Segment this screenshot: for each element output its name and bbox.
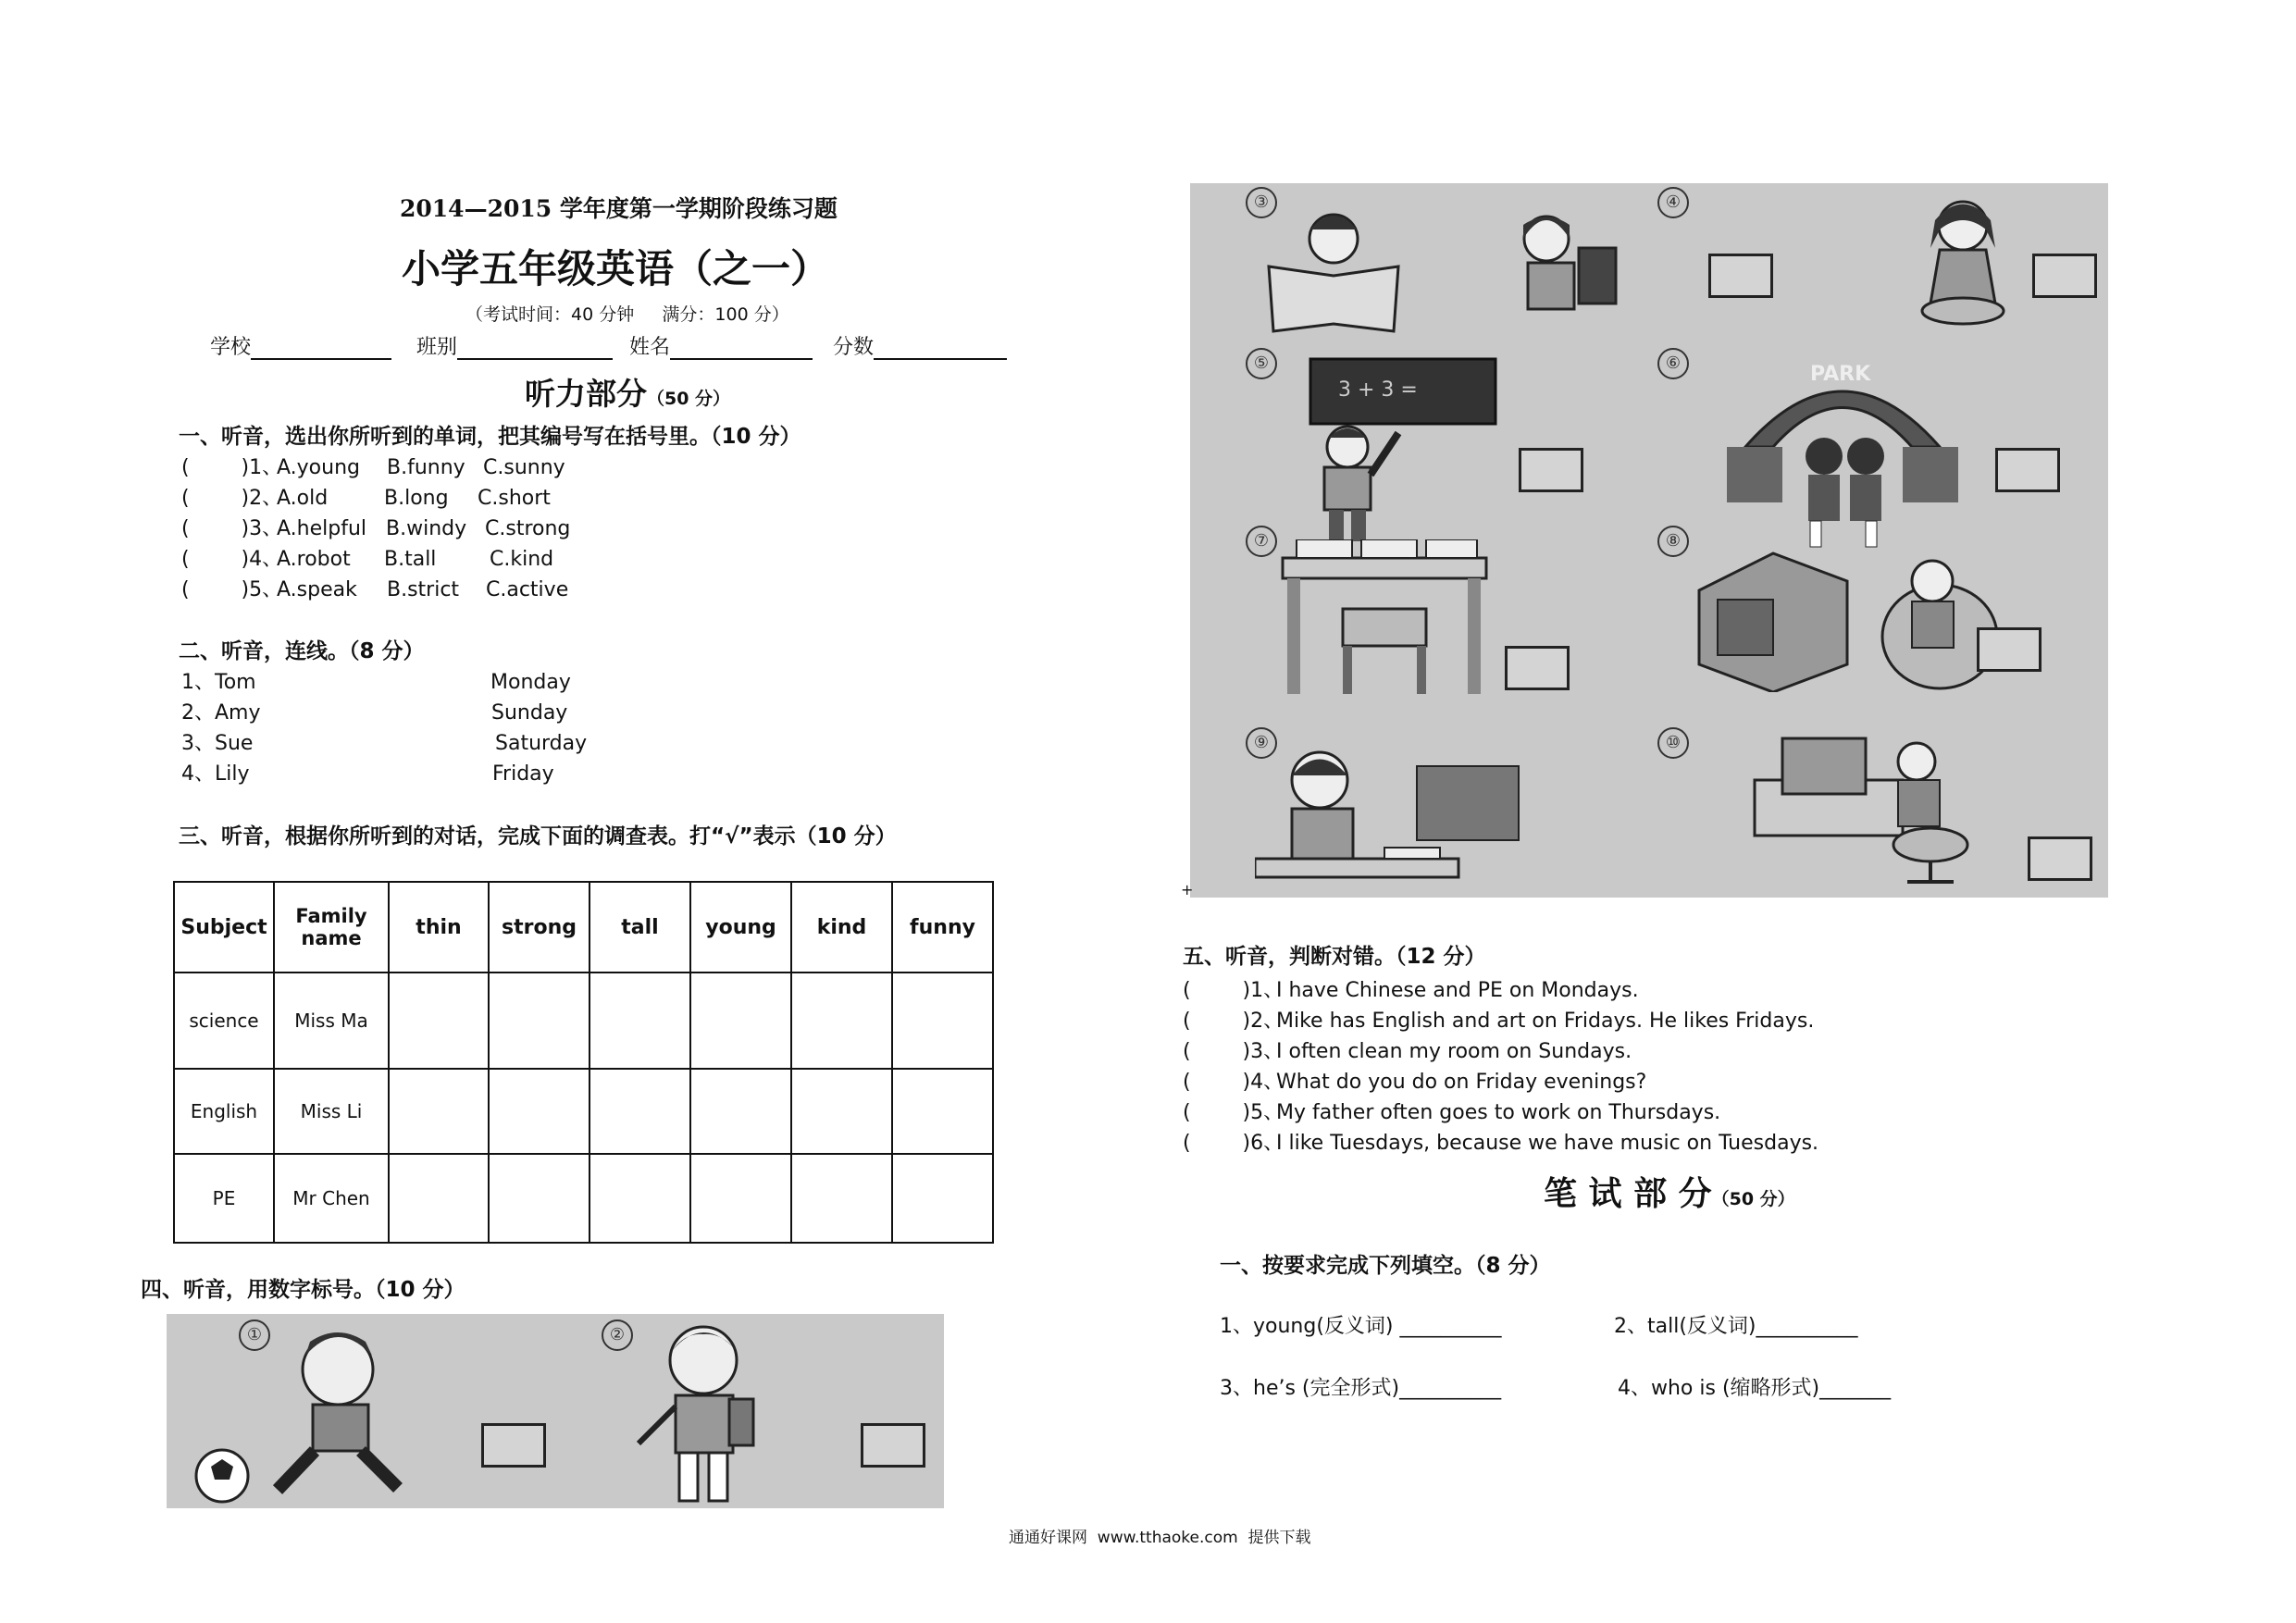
girl-reading-icon [1505,202,1634,322]
check-cell[interactable] [791,973,892,1069]
section3-title: 三、听音，根据你所听到的对话，完成下面的调查表。打“√”表示（10 分） [179,824,897,849]
match-right-item: Saturday [495,732,588,755]
listening-heading [525,370,730,414]
table-header: funny [892,882,993,973]
list-item: ( )2、 A.old B.long C.short [181,487,551,510]
boy-football-icon [176,1314,565,1508]
listening-score: （50 分） [647,389,731,409]
picture-number: ⑨ [1246,727,1277,759]
girl-washing-icon [1893,192,2032,331]
table-header: strong [489,882,590,973]
check-cell[interactable] [690,973,791,1069]
check-cell[interactable] [892,1154,993,1243]
boy-homework-icon [1255,738,1533,896]
table-cell: Miss Li [274,1069,389,1154]
list-item: ( )4、 What do you do on Friday evenings? [1183,1071,1647,1094]
answer-box[interactable] [481,1423,546,1468]
check-cell[interactable] [489,973,590,1069]
table-header: thin [389,882,489,973]
score-label: 分数 [833,336,875,359]
year-title: 2014—2015 学年度第一学期阶段练习题 [400,195,838,222]
match-right-item: Sunday [491,701,568,725]
picture-number: ③ [1246,187,1277,218]
match-left-item: 3、Sue [181,732,254,755]
picture-number: ⑦ [1246,526,1277,557]
park-sign: PARK [1810,363,1871,386]
boy-reading-icon [1264,202,1403,341]
check-cell[interactable] [389,1154,489,1243]
name-label: 姓名 [629,336,671,359]
check-cell[interactable] [590,1154,690,1243]
check-cell[interactable] [590,973,690,1069]
picture-number: ⑥ [1657,348,1689,379]
exam-info: （考试时间：40 分钟 满分：100 分） [465,304,789,325]
main-title: 小学五年级英语（之一） [402,246,830,291]
fill-item-4[interactable]: 4、who is (缩略形式)_______ [1618,1377,1892,1400]
check-cell[interactable] [389,1069,489,1154]
answer-box[interactable] [861,1423,925,1468]
check-cell[interactable] [791,1154,892,1243]
table-cell: Miss Ma [274,973,389,1069]
answer-box[interactable] [2032,254,2097,298]
picture-grid [1190,183,2108,898]
fill-item-3[interactable]: 3、he’s (完全形式)__________ [1220,1377,1502,1400]
desk-books-icon [1278,539,1491,697]
table-cell: science [174,973,274,1069]
match-right-item: Monday [490,671,571,694]
table-header-row [174,882,993,973]
survey-table [173,881,994,1244]
match-left-item: 2、Amy [181,701,261,725]
table-header: tall [590,882,690,973]
board-text: 3 + 3 = [1338,378,1418,402]
class-label: 班别 [416,336,458,359]
check-cell[interactable] [489,1069,590,1154]
answer-box[interactable] [1995,448,2060,492]
picture-number: ④ [1657,187,1689,218]
list-item: ( )4、 A.robot B.tall C.kind [181,548,554,571]
section2-title: 二、听音，连线。（8 分） [179,639,425,663]
listening-title: 听力部分 [525,376,647,412]
table-header: kind [791,882,892,973]
footer-credit: 通通好课网 www.tthaoke.com 提供下载 [1009,1529,1311,1547]
list-item: ( )3、 I often clean my room on Sundays. [1183,1040,1632,1063]
picture-number: ② [602,1319,633,1351]
answer-box[interactable] [1708,254,1773,298]
check-cell[interactable] [690,1154,791,1243]
section5-title: 五、听音，判断对错。（12 分） [1183,945,1486,969]
tv-watching-icon [1690,535,2004,692]
writing-heading [1544,1168,1795,1215]
answer-box[interactable] [1505,646,1570,690]
list-item: ( )1、 A.young B.funny C.sunny [181,456,565,479]
table-cell: Mr Chen [274,1154,389,1243]
school-field[interactable] [210,331,391,360]
school-label: 学校 [210,336,252,359]
park-gate-icon [1727,345,1958,549]
fill-item-1[interactable]: 1、young(反义词) __________ [1220,1315,1502,1338]
picture-number: ① [239,1319,270,1351]
plus-mark: + [1181,881,1194,898]
list-item: ( )2、 Mike has English and art on Fridays. He likes Fridays. [1183,1010,1815,1033]
match-right-item: Friday [492,762,554,786]
answer-box[interactable] [2028,836,2092,881]
section4-title: 四、听音，用数字标号。（10 分） [141,1278,465,1302]
answer-box[interactable] [1519,448,1583,492]
table-header: Subject [174,882,274,973]
picture-number: ⑤ [1246,348,1277,379]
writing-score: （50 分） [1711,1189,1795,1209]
check-cell[interactable] [590,1069,690,1154]
check-cell[interactable] [892,1069,993,1154]
check-cell[interactable] [791,1069,892,1154]
match-left-item: 1、Tom [181,671,256,694]
table-header: Family name [274,882,389,973]
list-item: ( )1、 I have Chinese and PE on Mondays. [1183,979,1639,1002]
list-item: ( )3、 A.helpful B.windy C.strong [181,517,571,540]
list-item: ( )5、 My father often goes to work on Thursdays. [1183,1101,1721,1124]
table-row [174,1154,993,1243]
list-item: ( )5、 A.speak B.strict C.active [181,578,569,601]
boy-blackboard-icon [1283,350,1514,544]
fill-item-2[interactable]: 2、tall(反义词)__________ [1614,1315,1858,1338]
check-cell[interactable] [489,1154,590,1243]
list-item: ( )6、 I like Tuesdays, because we have music on Tuesdays. [1183,1132,1819,1155]
picture-number: ⑩ [1657,727,1689,759]
picture-strip-bottom [167,1314,944,1508]
table-header: young [690,882,791,973]
table-row [174,1069,993,1154]
table-row [174,973,993,1069]
table-cell: PE [174,1154,274,1243]
picture-number: ⑧ [1657,526,1689,557]
check-cell[interactable] [892,973,993,1069]
match-left-item: 4、Lily [181,762,250,786]
name-field[interactable] [629,331,813,360]
check-cell[interactable] [690,1069,791,1154]
writing-title: 笔 试 部 分 [1544,1174,1712,1213]
section1-title: 一、听音，选出你所听到的单词，把其编号写在括号里。（10 分） [179,425,801,449]
boy-backpack-icon [620,1314,805,1508]
computer-icon [1745,734,2004,891]
check-cell[interactable] [389,973,489,1069]
table-cell: English [174,1069,274,1154]
writing-section1-title: 一、按要求完成下列填空。（8 分） [1220,1254,1551,1278]
score-field[interactable] [833,331,1007,360]
answer-box[interactable] [1977,627,2042,672]
class-field[interactable] [416,331,613,360]
